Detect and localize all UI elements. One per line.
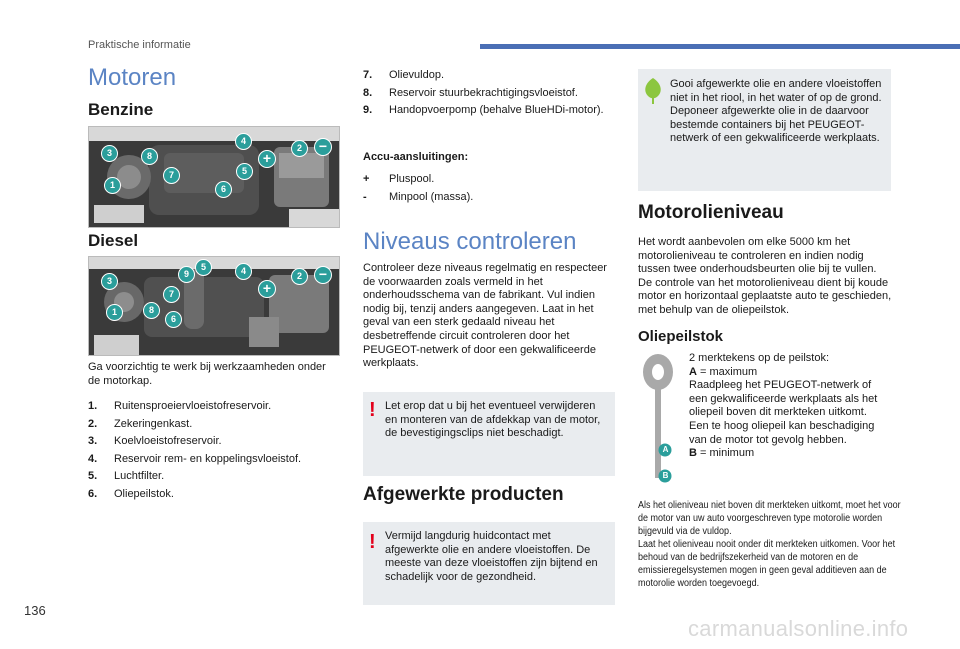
battery-heading: Accu-aansluitingen: [363, 151, 469, 163]
oil-footnote: Als het olieniveau niet boven dit merkteken uitkomt, moet het voor de motor van uw auto voorgeschreven type motorolie worden bijgevuld via de vuldop. Laat het olieniveau nooit onder dit merkteken uitkomen. Voor het behoud van de bedrijfszekerheid van de motoren en de emissieregelsystemen mogen in geen geval additieven aan de motorolie worden toegevoegd. [638, 500, 901, 589]
petrol-marker-1: 1 [104, 177, 121, 194]
warning-text: Vermijd langdurig huidcontact met afgewerkte olie en andere vloeistoffen. De meeste van deze vloeistoffen zijn bijtend en schadelijk voor de gezondheid. [385, 530, 598, 583]
environment-note [638, 69, 891, 191]
warning-note-cover [363, 392, 615, 476]
warning-icon: ! [369, 531, 376, 553]
section-label: Praktische informatie [88, 39, 191, 51]
diesel-marker-9: 9 [178, 266, 195, 283]
diesel-marker-3: 3 [101, 273, 118, 290]
warning-text: Let erop dat u bij het eventueel verwijderen en monteren van de afdekkap van de motor, de bevestigingsclips niet beschadigt. [385, 400, 601, 440]
positive-terminal-icon: + [258, 150, 276, 168]
dipstick-title: Oliepeilstok [638, 328, 724, 345]
diesel-marker-8: 8 [143, 302, 160, 319]
petrol-marker-5: 5 [236, 163, 253, 180]
diesel-marker-1: 1 [106, 304, 123, 321]
list-item: 2. Zekeringenkast. [88, 417, 193, 430]
petrol-marker-7: 7 [163, 167, 180, 184]
diesel-marker-7: 7 [163, 286, 180, 303]
petrol-heading: Benzine [88, 100, 154, 119]
component-list-1 [88, 398, 338, 503]
diesel-marker-4: 4 [235, 263, 252, 280]
dipstick-illustration [640, 352, 680, 484]
diesel-marker-2: 2 [291, 268, 308, 285]
list-item: 5. Luchtfilter. [88, 470, 165, 482]
petrol-marker-8: 8 [141, 148, 158, 165]
mark-a-line: A = maximum [689, 365, 758, 378]
battery-list [363, 171, 613, 206]
oil-level-text: Het wordt aanbevolen om elke 5000 km het motorolieniveau te controleren en indien nodig tussen twee onderhoudsbeurten olie bij te vullen. De controle van het motorolieniveau dient bij koude motor en horizontaal geplaatste auto te geschieden, met behulp van de oliepeilstok. [638, 236, 892, 316]
environment-text: Gooi afgewerkte olie en andere vloeistoffen niet in het riool, in het water of op de grond. Deponeer afgewerkte olie in de daarvoor bestemde containers bij het PEUGEOT-netwerk of een gekwalificeerde werkplaats. [670, 78, 882, 145]
component-list-2 [363, 67, 613, 118]
list-item: 4. Reservoir rem- en koppelingsvloeistof. [88, 452, 302, 465]
list-item: + Pluspool. [363, 173, 435, 185]
negative-terminal-icon: − [314, 138, 332, 156]
list-item: 1. Ruitensproeiervloeistofreservoir. [88, 400, 272, 412]
dipstick-intro: 2 merktekens op de peilstok: [689, 352, 830, 364]
negative-terminal-icon: − [314, 266, 332, 284]
list-item: - Minpool (massa). [363, 190, 474, 203]
products-title: Afgewerkte producten [363, 484, 564, 505]
list-item: 3. Koelvloeistofreservoir. [88, 435, 222, 447]
oil-level-title: Motorolieniveau [638, 202, 784, 223]
petrol-marker-3: 3 [101, 145, 118, 162]
levels-text: Controleer deze niveaus regelmatig en respecteer de voorwaarden zoals vermeld in het onderhoudsschema van de fabrikant. Vul indien nodig bij, tenzij anders aangegeven. Laat in het geval van een sterk gedaald niveau het desbetreffende circuit controleren door het PEUGEOT-netwerk of door een gekwalificeerde werkplaats. [363, 262, 607, 370]
list-item: 6. Oliepeilstok. [88, 487, 174, 500]
diesel-marker-6: 6 [165, 311, 182, 328]
dipstick-advice: Raadpleeg het PEUGEOT-netwerk of een gekwalificeerde werkplaats als het oliepeil boven dit merkteken uitkomt. Een te hoog oliepeil kan beschadiging van de motor tot gevolg hebben. [689, 379, 878, 446]
marker-a-label: A [662, 445, 669, 454]
list-item: 9. Handopvoerpomp (behalve BlueHDi-motor). [363, 104, 604, 116]
list-item: 7. Olievuldop. [363, 69, 445, 81]
petrol-marker-2: 2 [291, 140, 308, 157]
diesel-marker-5: 5 [195, 259, 212, 276]
petrol-marker-4: 4 [235, 133, 252, 150]
warning-icon: ! [369, 399, 376, 421]
warning-note-skin [363, 522, 615, 605]
dipstick-description [689, 352, 889, 461]
positive-terminal-icon: + [258, 280, 276, 298]
diesel-heading: Diesel [88, 231, 139, 250]
page-number: 136 [24, 603, 46, 618]
leaf-icon [642, 77, 664, 105]
watermark: carmanualsonline.info [688, 616, 909, 641]
list-item: 8. Reservoir stuurbekrachtigingsvloeistof. [363, 86, 578, 99]
petrol-engine-image [88, 126, 340, 228]
diesel-engine-image [88, 256, 340, 356]
petrol-marker-6: 6 [215, 181, 232, 198]
caution-text: Ga voorzichtig te werk bij werkzaamheden onder de motorkap. [88, 361, 326, 387]
marker-b-label: B [662, 471, 669, 480]
mark-b-line: B = minimum [689, 447, 755, 460]
levels-title: Niveaus controleren [363, 228, 577, 255]
header-bar [480, 44, 960, 49]
page-title: Motoren [88, 64, 177, 91]
